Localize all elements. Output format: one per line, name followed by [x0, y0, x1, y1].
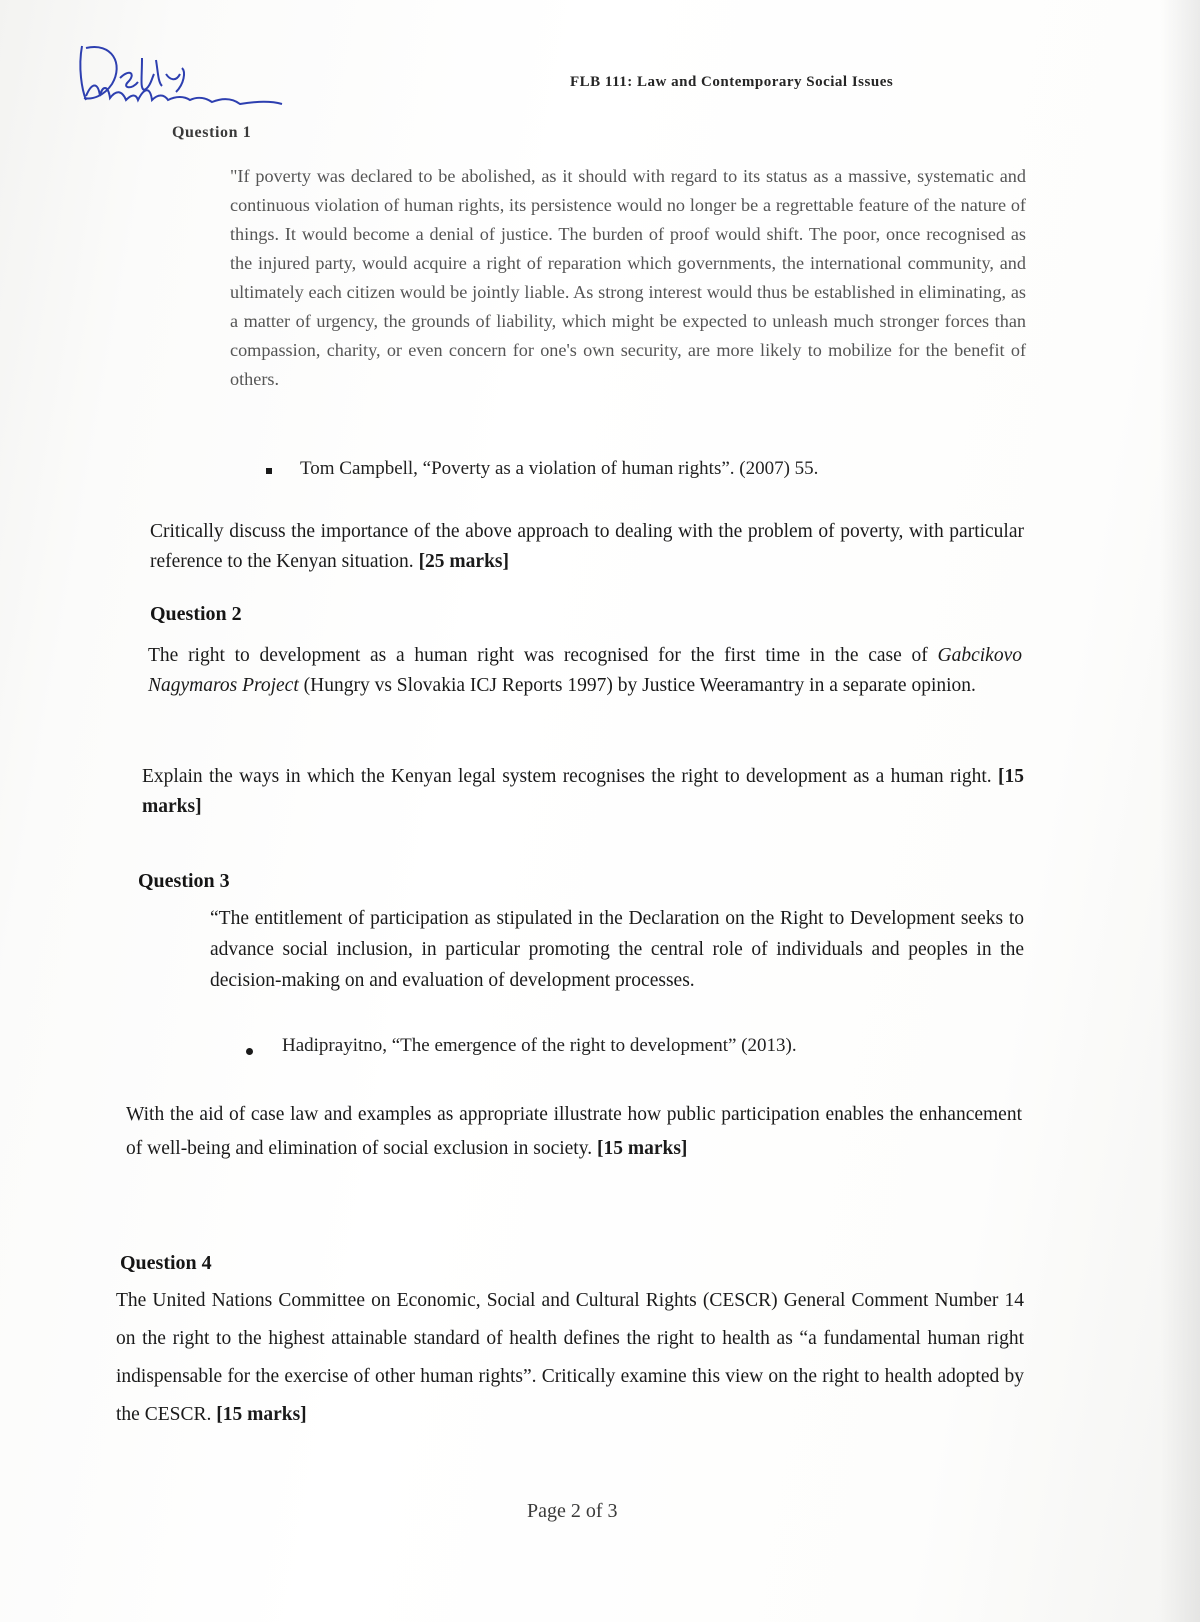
question-1-quote: "If poverty was declared to be abolished, as it should with regard to its status as a massive, systematic and continuous violation of human rights, its persistence would no longer be a regrettable feature of the nature of things. It would become a denial of justice. The burden of proof would shift. The poor, once recognised as the injured party, would acquire a right of reparation which governments, the international community, and ultimately each citizen would be jointly liable. As strong interest would thus be established in eliminating, as a matter of urgency, the grounds of liability, which might be expected to unleash much stronger forces than compassion, charity, or even concern for one's own security, are more likely to mobilize for the benefit of others. — [230, 166, 1026, 389]
question-1-task-text: Critically discuss the importance of the above approach to dealing with the problem of poverty, with particular reference to the Kenyan situation. — [150, 521, 1024, 572]
page-number: Page 2 of 3 — [527, 1500, 618, 1522]
question-2-case-name: Gabcikovo Nagymaros Project — [148, 645, 1022, 696]
question-3-task — [126, 1098, 1022, 1166]
page-edge-shadow — [1160, 0, 1200, 1622]
question-1-citation: Tom Campbell, “Poverty as a violation of human rights”. (2007) 55. — [300, 458, 819, 479]
question-4-text — [116, 1282, 1024, 1434]
question-1-marks: [25 marks] — [418, 551, 510, 572]
question-2-context-after: (Hungry vs Slovakia ICJ Reports 1997) by Justice Weeramantry in a separate opinion. — [303, 675, 976, 696]
handwritten-signature — [72, 38, 302, 118]
bullet-icon — [266, 468, 272, 474]
question-3-citation: Hadiprayitno, “The emergence of the right to development” (2013). — [282, 1035, 797, 1056]
question-2-context — [148, 641, 1022, 701]
bullet-icon — [246, 1048, 253, 1055]
question-2-heading: Question 2 — [150, 603, 242, 625]
course-title: FLB 111: Law and Contemporary Social Issues — [570, 74, 894, 90]
question-4-body: The United Nations Committee on Economic, Social and Cultural Rights (CESCR) General Comment Number 14 on the right to the highest attainable standard of health defines the right to health as “a fundamental human right indispensable for the exercise of other human rights”. Critically examine this view on the right to health adopted by the CESCR. — [116, 1290, 1024, 1425]
question-1-heading: Question 1 — [172, 124, 252, 141]
question-3-quote: “The entitlement of participation as stipulated in the Declaration on the Right to Development seeks to advance social inclusion, in particular promoting the central role of individuals and peoples in the decision-making on and evaluation of development processes. — [210, 908, 1024, 991]
question-4-marks: [15 marks] — [216, 1404, 307, 1425]
question-3-task-text: With the aid of case law and examples as appropriate illustrate how public participation enables the enhancement of well-being and elimination of social exclusion in society. — [126, 1104, 1022, 1159]
question-2-task — [142, 762, 1024, 822]
question-3-marks: [15 marks] — [596, 1138, 688, 1159]
question-4-heading: Question 4 — [120, 1252, 212, 1274]
question-2-context-before: The right to development as a human right was recognised for the first time in the case of — [148, 645, 928, 666]
question-1-task — [150, 517, 1024, 577]
question-3-heading: Question 3 — [138, 870, 230, 892]
question-2-task-text: Explain the ways in which the Kenyan legal system recognises the right to development as a human right. — [142, 766, 992, 787]
question-2-marks: [15 marks] — [142, 766, 1024, 817]
